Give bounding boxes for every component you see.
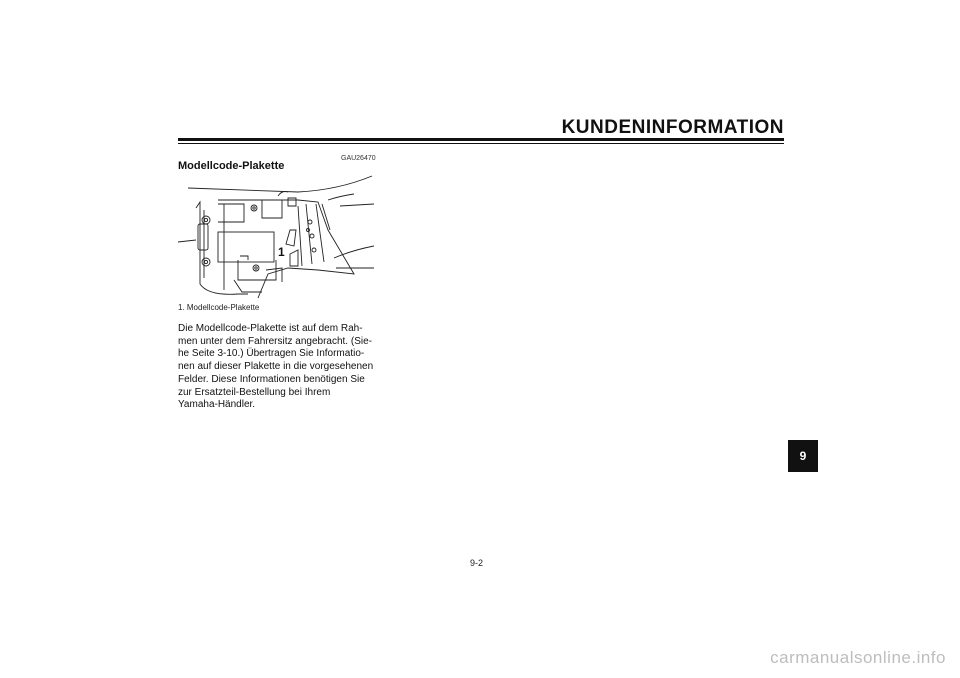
section-code: GAU26470 bbox=[341, 155, 376, 162]
header-rule-thin bbox=[178, 143, 784, 144]
figure-callout-number: 1 bbox=[278, 245, 285, 259]
seat-frame-illustration bbox=[178, 170, 374, 300]
model-plate-location-drawing bbox=[178, 170, 374, 300]
page-header-title: KUNDENINFORMATION bbox=[561, 117, 784, 138]
section-heading: Modellcode-Plakette bbox=[178, 160, 285, 172]
body-line: men unter dem Fahrersitz angebracht. (Sie- bbox=[178, 335, 372, 347]
body-line: zur Ersatzteil-Bestellung bei Ihrem bbox=[178, 386, 331, 398]
body-line: he Seite 3-10.) Übertragen Sie Informatio- bbox=[178, 348, 365, 360]
body-line: Felder. Diese Informationen benötigen Sie bbox=[178, 373, 365, 385]
body-line: nen auf dieser Plakette in die vorgesehenen bbox=[178, 361, 374, 373]
body-paragraph bbox=[178, 323, 378, 412]
watermark: carmanualsonline.info bbox=[770, 648, 946, 667]
page-number: 9-2 bbox=[470, 558, 484, 568]
chapter-tab: 9 bbox=[788, 440, 818, 472]
figure-caption: 1. Modellcode-Plakette bbox=[178, 303, 260, 312]
header-rule-thick bbox=[178, 138, 784, 141]
body-line: Die Modellcode-Plakette ist auf dem Rah- bbox=[178, 323, 363, 334]
body-line: Yamaha-Händler. bbox=[178, 399, 256, 411]
